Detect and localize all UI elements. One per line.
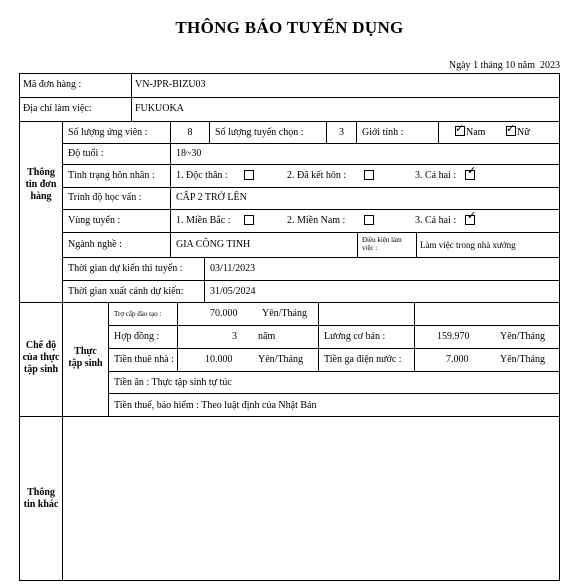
- training-allowance-label: Trợ cấp đào tạo :: [114, 310, 162, 318]
- gender-male-label: Nam: [466, 127, 486, 138]
- work-condition-label-line-2: việc :: [362, 244, 378, 252]
- workplace-value: FUKUOKA: [135, 103, 184, 114]
- benefits-label-line-1: Chế độ: [25, 340, 57, 351]
- candidates-value: 8: [187, 127, 193, 138]
- gender-female-label: Nữ: [517, 127, 530, 138]
- order-info-section-label: [20, 167, 62, 203]
- exam-date-value: 03/11/2023: [210, 263, 256, 274]
- contract-label: Hợp đồng :: [114, 331, 160, 342]
- order-info-label-line-3: hàng: [30, 191, 52, 202]
- age-label: Độ tuổi :: [68, 148, 104, 159]
- north-checkbox[interactable]: [244, 215, 254, 225]
- region-option-south: 2. Miền Nam :: [287, 215, 346, 226]
- region-option-both: 3. Cả hai :: [415, 215, 457, 226]
- food-note: Tiền ăn : Thực tập sinh tự túc: [114, 377, 232, 388]
- date-month-word: tháng: [480, 60, 503, 71]
- trainee-label-line-2: tập sinh: [68, 358, 103, 369]
- marital-option-married: 2. Đã kết hôn :: [287, 170, 347, 181]
- candidates-label: Số lượng ứng viên :: [68, 127, 148, 138]
- region-option-north: 1. Miền Bắc :: [176, 215, 231, 226]
- order-info-label-line-2: tin đơn: [25, 179, 57, 190]
- rent-label: Tiền thuê nhà :: [114, 354, 174, 365]
- trainee-label: [63, 346, 108, 370]
- training-allowance-value: 70.000: [210, 308, 238, 319]
- age-value: 18~30: [176, 148, 202, 159]
- tax-insurance-note: Tiền thuế, bảo hiểm : Theo luật định của Nhật Bản: [114, 400, 317, 411]
- work-condition-value: Làm việc trong nhà xưởng: [420, 240, 516, 250]
- order-code-label: Mã đơn hàng :: [23, 79, 82, 90]
- marital-option-single: 1. Độc thân :: [176, 170, 228, 181]
- check-icon: ✓: [467, 210, 477, 222]
- training-allowance-unit: Yên/Tháng: [262, 308, 307, 319]
- selected-value: 3: [339, 127, 344, 138]
- date-year-word: năm: [517, 60, 535, 71]
- region-label: Vùng tuyển :: [68, 215, 121, 226]
- check-icon: ✓: [506, 123, 516, 135]
- workplace-label: Địa chỉ làm việc:: [23, 103, 92, 114]
- base-salary-value: 159.970: [437, 331, 470, 342]
- date-day: 1: [473, 60, 479, 71]
- industry-value: GIA CÔNG TINH: [176, 239, 251, 250]
- other-info-label-line-1: Thông: [27, 487, 55, 498]
- date-prefix: Ngày: [448, 60, 471, 71]
- base-salary-label: Lương cơ bản :: [324, 331, 386, 342]
- utilities-label: Tiền ga điện nước :: [324, 354, 402, 365]
- exam-date-label: Thời gian dự kiến thi tuyển :: [68, 263, 183, 274]
- trainee-label-line-1: Thực: [74, 346, 97, 357]
- benefits-section-label: [20, 340, 62, 376]
- rent-value: 10.000: [205, 354, 233, 365]
- departure-label: Thời gian xuất cảnh dự kiến:: [68, 286, 184, 297]
- industry-label: Ngành nghề :: [68, 239, 122, 250]
- other-info-content-area[interactable]: [63, 417, 559, 580]
- benefits-label-line-3: tập sinh: [23, 364, 59, 375]
- other-info-section-label: [20, 487, 62, 511]
- check-icon: ✓: [467, 165, 477, 177]
- page-title: THÔNG BÁO TUYỂN DỤNG: [175, 18, 404, 37]
- work-condition-label: [362, 236, 402, 252]
- order-info-label-line-1: Thông: [27, 167, 55, 178]
- date-month: 10: [505, 60, 516, 71]
- marital-option-both: 3. Cả hai :: [415, 170, 457, 181]
- benefits-label-line-2: của thực: [22, 352, 60, 363]
- other-info-label-line-2: tin khác: [23, 499, 59, 510]
- education-value: CẤP 2 TRỞ LÊN: [176, 192, 247, 203]
- check-icon: ✓: [455, 123, 465, 135]
- selected-label: Số lượng tuyển chọn :: [215, 127, 304, 138]
- departure-value: 31/05/2024: [210, 286, 256, 297]
- marital-label: Tình trạng hôn nhân :: [68, 170, 155, 181]
- rent-unit: Yên/Tháng: [258, 354, 303, 365]
- document-date: [449, 60, 560, 71]
- utilities-unit: Yên/Tháng: [500, 354, 545, 365]
- date-year: 2023: [540, 60, 560, 71]
- south-checkbox[interactable]: [364, 215, 374, 225]
- base-salary-unit: Yên/Tháng: [500, 331, 545, 342]
- contract-unit: năm: [258, 331, 276, 342]
- gender-label: Giới tính :: [362, 127, 404, 138]
- contract-value: 3: [232, 331, 237, 342]
- work-condition-label-line-1: Điều kiện làm: [362, 236, 402, 244]
- single-checkbox[interactable]: [244, 170, 254, 180]
- education-label: Trình độ học vấn :: [68, 192, 142, 203]
- married-checkbox[interactable]: [364, 170, 374, 180]
- order-code-value: VN-JPR-BIZU03: [135, 79, 206, 90]
- utilities-value: 7.000: [446, 354, 469, 365]
